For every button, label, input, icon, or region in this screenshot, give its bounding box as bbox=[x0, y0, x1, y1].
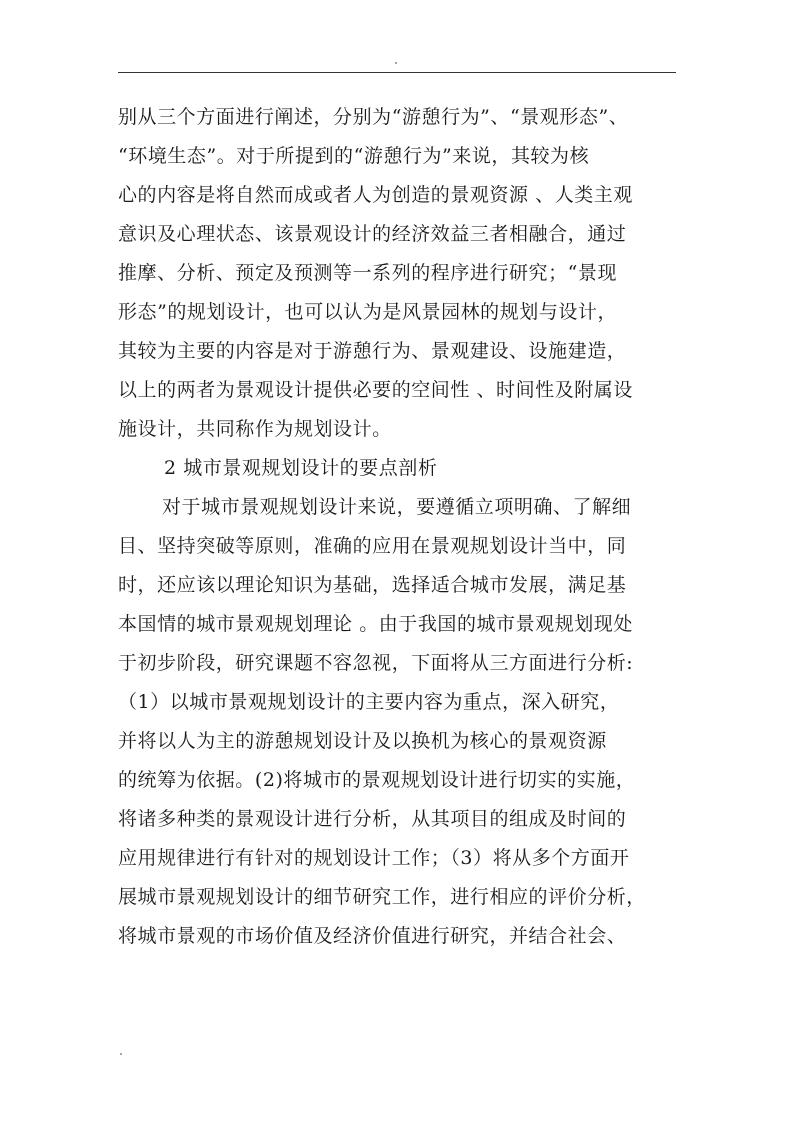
section-heading: 2 城市景观规划设计的要点剖析 bbox=[164, 457, 438, 479]
paragraph-line: 目、坚持突破等原则，准确的应用在景观规划设计当中，同 bbox=[118, 535, 627, 557]
paragraph-line: 的统筹为依据。(2)将城市的景观规划设计进行切实的实施， bbox=[118, 769, 636, 791]
paragraph-line: 将城市景观的市场价值及经济价值进行研究，并结合社会、 bbox=[118, 925, 627, 947]
paragraph-line: 展城市景观规划设计的细节研究工作，进行相应的评价分析， bbox=[118, 886, 646, 908]
paragraph-line: 其较为主要的内容是对于游憩行为、景观建设、设施建造， bbox=[118, 340, 627, 362]
paragraph-line: “环境生态”。对于所提到的“游憩行为”来说，其较为核 bbox=[118, 145, 590, 167]
paragraph-line: 推摩、分析、预定及预测等一系列的程序进行研究；“景现 bbox=[118, 262, 618, 284]
paragraph-line: （1）以城市景观规划设计的主要内容为重点，深入研究， bbox=[118, 691, 620, 713]
paragraph-line: 意识及心理状态、该景观设计的经济效益三者相融合，通过 bbox=[118, 223, 627, 245]
paragraph-line: 别从三个方面进行阐述，分别为“游憩行为”、“景观形态”、 bbox=[118, 106, 629, 128]
paragraph-line: 应用规律进行有针对的规划设计工作；（3）将从多个方面开 bbox=[118, 847, 630, 869]
header-rule bbox=[118, 72, 676, 73]
paragraph-line: 对于城市景观规划设计来说，要遵循立项明确、了解细 bbox=[162, 496, 632, 518]
document-body bbox=[118, 98, 718, 956]
footer-mark bbox=[120, 1053, 122, 1055]
paragraph-line: 时，还应该以理论知识为基础，选择适合城市发展，满足基 bbox=[118, 574, 627, 596]
paragraph-line: 形态”的规划设计，也可以认为是风景园林的规划与设计， bbox=[118, 301, 618, 323]
paragraph-line: 本国情的城市景观规划理论 。由于我国的城市景观规划现处 bbox=[118, 613, 633, 635]
header-mark bbox=[395, 62, 397, 64]
paragraph-line: 心的内容是将自然而成或者人为创造的景观资源 、人类主观 bbox=[118, 184, 633, 206]
paragraph-line: 施设计，共同称作为规划设计。 bbox=[118, 418, 392, 440]
paragraph-line: 将诸多种类的景观设计进行分析，从其项目的组成及时间的 bbox=[118, 808, 627, 830]
paragraph-line: 于初步阶段，研究课题不容忽视，下面将从三方面进行分析: bbox=[118, 652, 634, 674]
paragraph-line: 并将以人为主的游憩规划设计及以换机为核心的景观资源 bbox=[118, 730, 607, 752]
paragraph-line: 以上的两者为景观设计提供必要的空间性 、时间性及附属设 bbox=[118, 379, 633, 401]
